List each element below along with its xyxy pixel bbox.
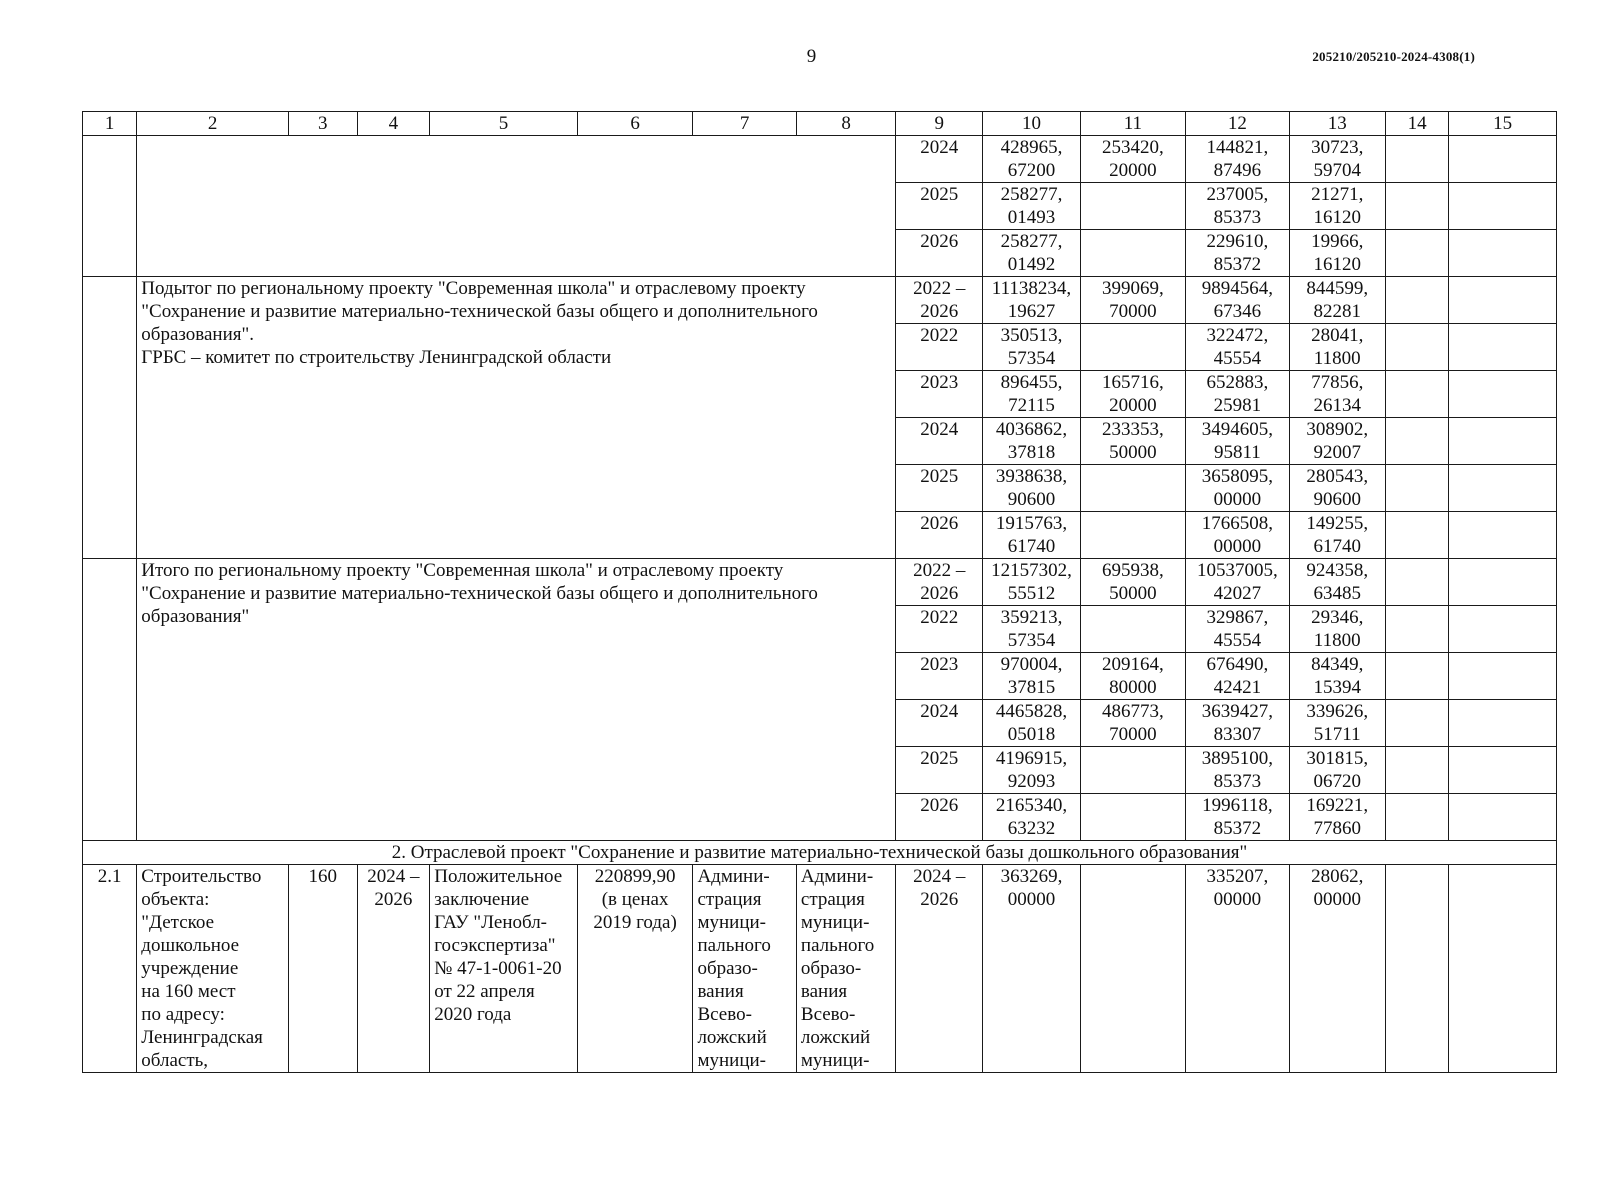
amount-regional-cell: 1766508, 00000	[1186, 512, 1289, 559]
column-header: 3	[288, 112, 357, 136]
column-header: 10	[983, 112, 1080, 136]
amount-federal-cell	[1080, 324, 1186, 371]
table-row	[83, 136, 1557, 183]
table-row	[83, 865, 1557, 1073]
empty-cell	[1449, 230, 1557, 277]
section-title: 2. Отраслевой проект "Сохранение и развитие материально-технической базы дошкольного образования"	[83, 841, 1557, 865]
empty-cell	[1449, 606, 1557, 653]
item-number-cell: 2.1	[83, 865, 137, 1073]
empty-cell	[1449, 465, 1557, 512]
amount-local-cell: 308902, 92007	[1289, 418, 1385, 465]
empty-cell	[1449, 324, 1557, 371]
amount-total-cell: 258277, 01492	[983, 230, 1080, 277]
empty-cell	[1385, 653, 1449, 700]
empty-cell	[1449, 277, 1557, 324]
column-header: 9	[896, 112, 983, 136]
amount-total-cell: 970004, 37815	[983, 653, 1080, 700]
document-id: 205210/205210-2024-4308(1)	[1312, 49, 1475, 64]
amount-total-cell: 4196915, 92093	[983, 747, 1080, 794]
header-row	[83, 112, 1557, 136]
empty-cell	[83, 559, 137, 841]
amount-total-cell: 363269, 00000	[983, 865, 1080, 1073]
amount-local-cell: 21271, 16120	[1289, 183, 1385, 230]
empty-cell	[1449, 183, 1557, 230]
year-cell: 2022 – 2026	[896, 277, 983, 324]
total-label: Итого по региональному проекту "Современная школа" и отраслевому проекту "Сохранение и развитие материально-технической базы общего и дополнительного образования"	[137, 559, 896, 841]
amount-total-cell: 4465828, 05018	[983, 700, 1080, 747]
empty-cell	[1385, 794, 1449, 841]
amount-local-cell: 28041, 11800	[1289, 324, 1385, 371]
amount-regional-cell: 676490, 42421	[1186, 653, 1289, 700]
amount-federal-cell	[1080, 465, 1186, 512]
empty-cell	[1385, 747, 1449, 794]
amount-federal-cell	[1080, 183, 1186, 230]
empty-cell	[1449, 653, 1557, 700]
amount-federal-cell: 209164, 80000	[1080, 653, 1186, 700]
column-header: 1	[83, 112, 137, 136]
empty-cell	[83, 277, 137, 559]
amount-total-cell: 3938638, 90600	[983, 465, 1080, 512]
amount-local-cell: 77856, 26134	[1289, 371, 1385, 418]
expertise-cell: Положительное заключение ГАУ "Ленобл- госэкспертиза" № 47-1-0061-20 от 22 апреля 2020 года	[430, 865, 578, 1073]
empty-cell	[1449, 559, 1557, 606]
year-cell: 2025	[896, 183, 983, 230]
empty-cell	[1385, 512, 1449, 559]
empty-cell	[1385, 277, 1449, 324]
year-cell: 2023	[896, 653, 983, 700]
amount-federal-cell: 253420, 20000	[1080, 136, 1186, 183]
amount-local-cell: 19966, 16120	[1289, 230, 1385, 277]
column-header: 14	[1385, 112, 1449, 136]
amount-regional-cell: 3895100, 85373	[1186, 747, 1289, 794]
year-cell: 2022 – 2026	[896, 559, 983, 606]
empty-cell	[1449, 512, 1557, 559]
budget-table	[82, 111, 1557, 1073]
table-row	[83, 559, 1557, 606]
empty-cell	[1385, 324, 1449, 371]
empty-cell	[1385, 559, 1449, 606]
empty-cell	[1449, 418, 1557, 465]
amount-federal-cell	[1080, 606, 1186, 653]
table-row	[83, 277, 1557, 324]
year-cell: 2024	[896, 700, 983, 747]
empty-cell	[1385, 700, 1449, 747]
year-cell: 2026	[896, 230, 983, 277]
amount-local-cell: 924358, 63485	[1289, 559, 1385, 606]
amount-total-cell: 11138234, 19627	[983, 277, 1080, 324]
amount-regional-cell: 322472, 45554	[1186, 324, 1289, 371]
amount-local-cell: 844599, 82281	[1289, 277, 1385, 324]
empty-cell	[1449, 747, 1557, 794]
amount-local-cell: 84349, 15394	[1289, 653, 1385, 700]
amount-federal-cell: 486773, 70000	[1080, 700, 1186, 747]
amount-regional-cell: 144821, 87496	[1186, 136, 1289, 183]
empty-cell	[83, 136, 137, 277]
amount-federal-cell	[1080, 512, 1186, 559]
amount-regional-cell: 3494605, 95811	[1186, 418, 1289, 465]
year-cell: 2025	[896, 747, 983, 794]
amount-total-cell: 896455, 72115	[983, 371, 1080, 418]
empty-cell	[1449, 865, 1557, 1073]
amount-regional-cell: 329867, 45554	[1186, 606, 1289, 653]
year-cell: 2022	[896, 606, 983, 653]
year-cell: 2026	[896, 512, 983, 559]
amount-regional-cell: 335207, 00000	[1186, 865, 1289, 1073]
amount-federal-cell: 233353, 50000	[1080, 418, 1186, 465]
year-cell: 2022	[896, 324, 983, 371]
amount-federal-cell	[1080, 865, 1186, 1073]
column-header: 5	[430, 112, 578, 136]
empty-cell	[1449, 700, 1557, 747]
amount-total-cell: 258277, 01493	[983, 183, 1080, 230]
amount-regional-cell: 229610, 85372	[1186, 230, 1289, 277]
column-header: 13	[1289, 112, 1385, 136]
amount-regional-cell: 10537005, 42027	[1186, 559, 1289, 606]
column-header: 7	[693, 112, 796, 136]
empty-cell	[1449, 371, 1557, 418]
column-header: 2	[137, 112, 289, 136]
amount-federal-cell	[1080, 230, 1186, 277]
amount-federal-cell	[1080, 794, 1186, 841]
empty-cell	[1385, 465, 1449, 512]
empty-cell	[1385, 865, 1449, 1073]
amount-regional-cell: 9894564, 67346	[1186, 277, 1289, 324]
empty-cell	[1385, 230, 1449, 277]
customer-cell: Админи- страция муници- пального образо- вания Всево- ложский муници-	[693, 865, 796, 1073]
amount-total-cell: 1915763, 61740	[983, 512, 1080, 559]
amount-total-cell: 2165340, 63232	[983, 794, 1080, 841]
amount-local-cell: 149255, 61740	[1289, 512, 1385, 559]
estimated-cost-cell: 220899,90 (в ценах 2019 года)	[577, 865, 693, 1073]
subtotal-label: Подытог по региональному проекту "Современная школа" и отраслевому проекту "Сохранение и развитие материально-технической базы общего и дополнительного образования". ГРБС – комитет по строительству Ленинградской области	[137, 277, 896, 559]
year-cell: 2026	[896, 794, 983, 841]
capacity-cell: 160	[288, 865, 357, 1073]
amount-total-cell: 350513, 57354	[983, 324, 1080, 371]
object-name-cell: Строительство объекта: "Детское дошкольное учреждение на 160 мест по адресу: Ленинградская область,	[137, 865, 289, 1073]
column-header: 4	[357, 112, 430, 136]
empty-cell	[1385, 371, 1449, 418]
year-cell: 2024	[896, 136, 983, 183]
empty-cell	[1385, 136, 1449, 183]
empty-cell	[1385, 418, 1449, 465]
column-header: 11	[1080, 112, 1186, 136]
amount-local-cell: 30723, 59704	[1289, 136, 1385, 183]
amount-federal-cell: 399069, 70000	[1080, 277, 1186, 324]
amount-total-cell: 359213, 57354	[983, 606, 1080, 653]
amount-federal-cell: 695938, 50000	[1080, 559, 1186, 606]
empty-cell	[137, 136, 896, 277]
amount-total-cell: 12157302, 55512	[983, 559, 1080, 606]
period-cell: 2024 – 2026	[357, 865, 430, 1073]
amount-local-cell: 169221, 77860	[1289, 794, 1385, 841]
column-header: 8	[796, 112, 895, 136]
empty-cell	[1449, 794, 1557, 841]
empty-cell	[1449, 136, 1557, 183]
amount-local-cell: 28062, 00000	[1289, 865, 1385, 1073]
amount-regional-cell: 237005, 85373	[1186, 183, 1289, 230]
amount-local-cell: 280543, 90600	[1289, 465, 1385, 512]
year-cell: 2024	[896, 418, 983, 465]
year-cell: 2024 – 2026	[896, 865, 983, 1073]
column-header: 15	[1449, 112, 1557, 136]
amount-regional-cell: 652883, 25981	[1186, 371, 1289, 418]
page-number: 9	[806, 46, 817, 67]
amount-total-cell: 4036862, 37818	[983, 418, 1080, 465]
column-header: 12	[1186, 112, 1289, 136]
amount-regional-cell: 3658095, 00000	[1186, 465, 1289, 512]
amount-federal-cell: 165716, 20000	[1080, 371, 1186, 418]
developer-cell: Админи- страция муници- пального образо- вания Всево- ложский муници-	[796, 865, 895, 1073]
amount-regional-cell: 1996118, 85372	[1186, 794, 1289, 841]
amount-local-cell: 29346, 11800	[1289, 606, 1385, 653]
amount-federal-cell	[1080, 747, 1186, 794]
section-row	[83, 841, 1557, 865]
amount-total-cell: 428965, 67200	[983, 136, 1080, 183]
amount-regional-cell: 3639427, 83307	[1186, 700, 1289, 747]
column-header: 6	[577, 112, 693, 136]
amount-local-cell: 339626, 51711	[1289, 700, 1385, 747]
amount-local-cell: 301815, 06720	[1289, 747, 1385, 794]
empty-cell	[1385, 183, 1449, 230]
year-cell: 2023	[896, 371, 983, 418]
year-cell: 2025	[896, 465, 983, 512]
empty-cell	[1385, 606, 1449, 653]
